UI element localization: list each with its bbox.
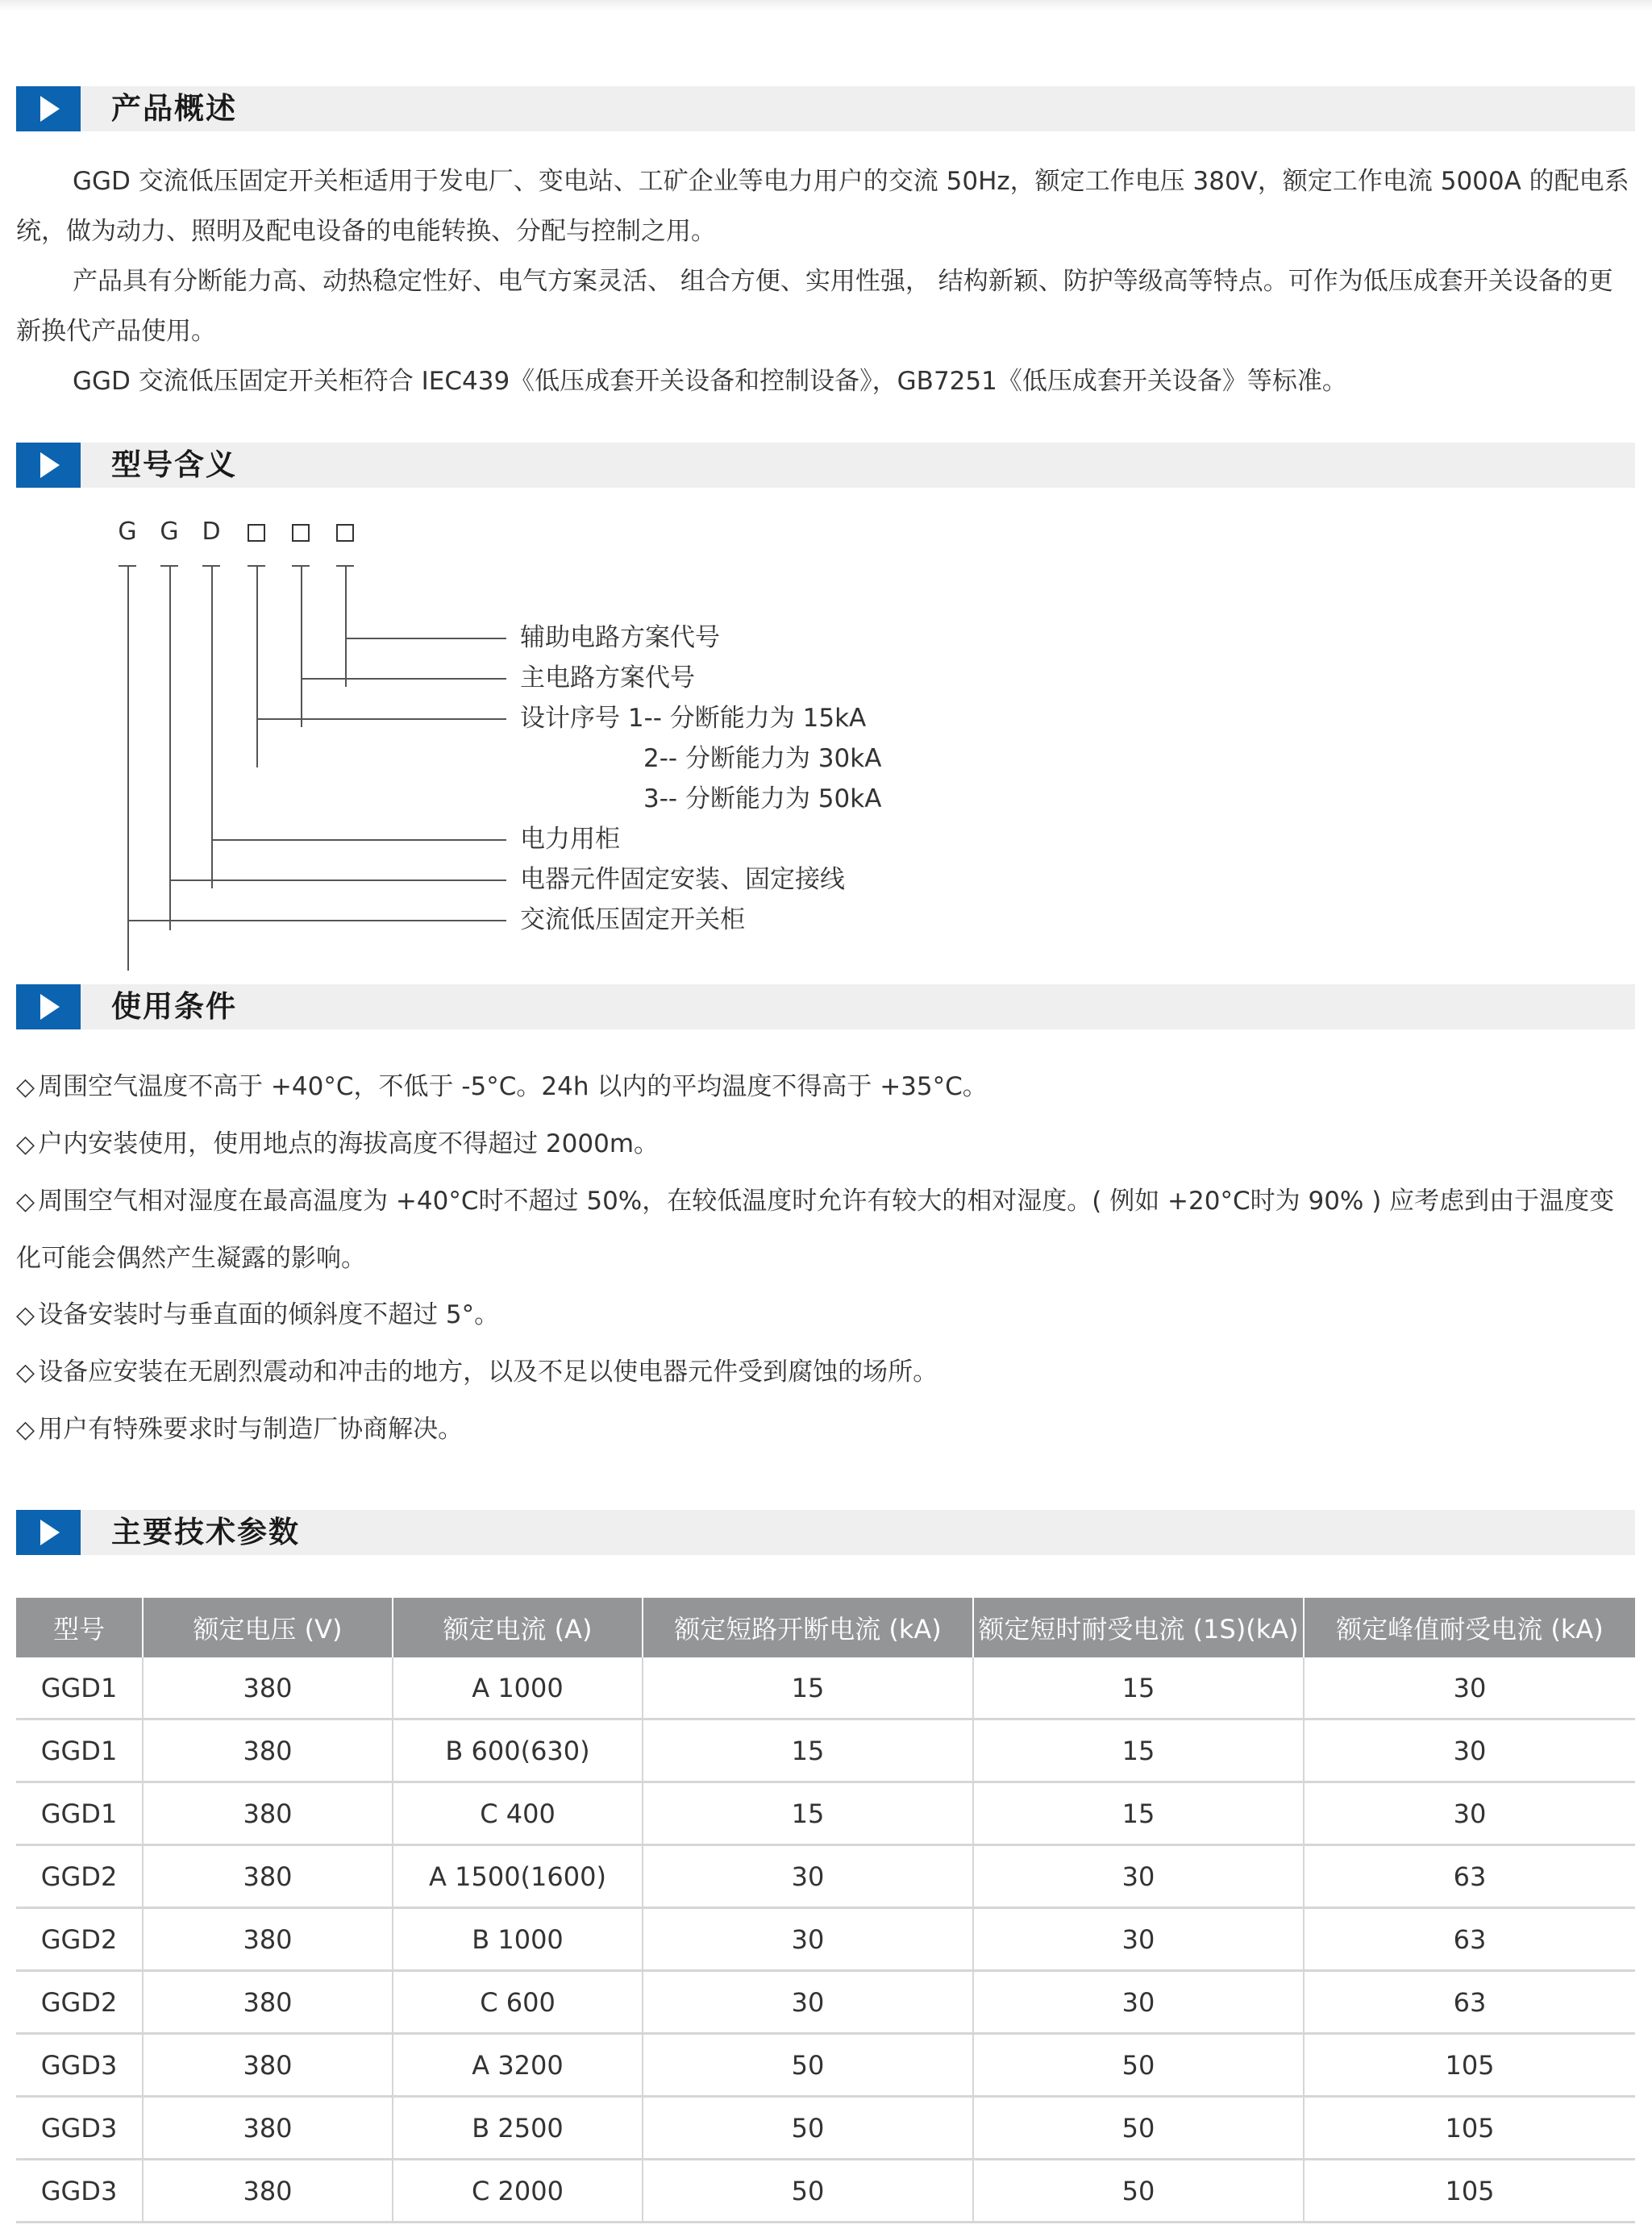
leader-line — [169, 566, 171, 930]
condition-text: 周围空气温度不高于 +40°C，不低于 -5°C。24h 以内的平均温度不得高于 +35°C。 — [38, 1072, 988, 1101]
condition-text: 用户有特殊要求时与制造厂协商解决。 — [38, 1415, 464, 1444]
section-title: 使用条件 — [111, 989, 237, 1024]
play-arrow-icon — [16, 443, 81, 488]
list-item — [16, 1058, 1637, 1116]
table-cell: GGD1 — [16, 1782, 143, 1845]
model-code-diagram — [0, 516, 967, 951]
table-row — [16, 1782, 1635, 1845]
section-title: 产品概述 — [111, 91, 237, 126]
table-cell: 380 — [143, 1782, 393, 1845]
leader-line — [169, 879, 506, 881]
leader-line — [301, 566, 302, 727]
table-cell: 15 — [973, 1719, 1304, 1782]
table-cell: 50 — [643, 2097, 973, 2160]
code-label-power: 电力用柜 — [520, 825, 620, 854]
table-cell: GGD3 — [16, 2097, 143, 2160]
code-label-ac: 交流低压固定开关柜 — [520, 905, 745, 934]
table-cell: 30 — [973, 1971, 1304, 2034]
table-cell: A 3200 — [393, 2034, 643, 2097]
code-letter: G — [160, 518, 179, 546]
table-cell: 50 — [973, 2097, 1304, 2160]
table-cell: GGD1 — [16, 1719, 143, 1782]
list-item — [16, 1173, 1637, 1287]
table-cell: 63 — [1304, 1971, 1635, 2034]
top-shadow — [0, 0, 1652, 11]
condition-text: 设备应安装在无剧烈震动和冲击的地方，以及不足以使电器元件受到腐蚀的场所。 — [38, 1358, 938, 1387]
section-title: 主要技术参数 — [111, 1515, 300, 1549]
diamond-bullet-icon: ◇ — [16, 1130, 35, 1158]
table-cell: 380 — [143, 1657, 393, 1719]
table-cell: 50 — [643, 2160, 973, 2223]
code-placeholder-box — [336, 524, 354, 542]
table-cell: 50 — [643, 2034, 973, 2097]
code-placeholder-box — [248, 524, 265, 542]
column-header: 额定电流 (A) — [393, 1598, 643, 1657]
table-cell: 30 — [643, 1971, 973, 2034]
table-cell: GGD2 — [16, 1971, 143, 2034]
table-cell: 30 — [1304, 1782, 1635, 1845]
code-label-main: 主电路方案代号 — [520, 663, 695, 692]
table-cell: 30 — [643, 1845, 973, 1908]
table-cell: A 1500(1600) — [393, 1845, 643, 1908]
table-row — [16, 2160, 1635, 2223]
code-label-fixed: 电器元件固定安装、固定接线 — [520, 865, 845, 894]
code-placeholder-box — [292, 524, 310, 542]
table-cell: 105 — [1304, 2097, 1635, 2160]
play-arrow-icon — [16, 1510, 81, 1555]
overview-paragraph: 产品具有分断能力高、动热稳定性好、电气方案灵活、 组合方便、实用性强， 结构新颖、防护等级高等特点。可作为低压成套开关设备的更新换代产品使用。 — [16, 267, 1613, 346]
table-cell: 63 — [1304, 1845, 1635, 1908]
section-header-overview — [16, 86, 1635, 131]
section-header-model — [16, 443, 1635, 488]
column-header: 额定峰值耐受电流 (kA) — [1304, 1598, 1635, 1657]
code-letter: G — [118, 518, 137, 546]
list-item — [16, 1401, 1637, 1458]
table-cell: 30 — [973, 1845, 1304, 1908]
leader-line — [256, 566, 258, 767]
table-cell: GGD3 — [16, 2160, 143, 2223]
diamond-bullet-icon: ◇ — [16, 1073, 35, 1101]
table-row — [16, 1719, 1635, 1782]
table-row — [16, 1908, 1635, 1971]
table-cell: 380 — [143, 1971, 393, 2034]
table-cell: 380 — [143, 1719, 393, 1782]
diamond-bullet-icon: ◇ — [16, 1358, 35, 1387]
table-cell: B 600(630) — [393, 1719, 643, 1782]
leader-line — [127, 920, 506, 921]
table-cell: 380 — [143, 2160, 393, 2223]
diamond-bullet-icon: ◇ — [16, 1301, 35, 1329]
table-cell: 30 — [1304, 1719, 1635, 1782]
table-cell: 380 — [143, 1908, 393, 1971]
column-header: 额定电压 (V) — [143, 1598, 393, 1657]
table-cell: 380 — [143, 2097, 393, 2160]
table-cell: 15 — [973, 1782, 1304, 1845]
overview-text — [16, 156, 1637, 406]
table-row — [16, 2097, 1635, 2160]
table-cell: 380 — [143, 2034, 393, 2097]
table-header-row — [16, 1598, 1635, 1657]
column-header: 额定短路开断电流 (kA) — [643, 1598, 973, 1657]
play-arrow-icon — [16, 984, 81, 1029]
table-cell: 30 — [1304, 1657, 1635, 1719]
list-item — [16, 1116, 1637, 1173]
table-cell: C 400 — [393, 1782, 643, 1845]
table-row — [16, 2034, 1635, 2097]
code-label-design: 3-- 分断能力为 50kA — [643, 784, 882, 813]
table-cell: GGD2 — [16, 1908, 143, 1971]
list-item — [16, 1344, 1637, 1401]
code-letter: D — [202, 518, 221, 546]
table-cell: 105 — [1304, 2034, 1635, 2097]
leader-line — [301, 678, 506, 680]
leader-line — [127, 566, 129, 971]
code-label-design: 设计序号 1-- 分断能力为 15kA — [520, 704, 867, 733]
table-cell: C 2000 — [393, 2160, 643, 2223]
diamond-bullet-icon: ◇ — [16, 1416, 35, 1444]
section-title: 型号含义 — [111, 447, 237, 482]
table-cell: A 1000 — [393, 1657, 643, 1719]
leader-line — [345, 638, 506, 639]
table-cell: GGD3 — [16, 2034, 143, 2097]
table-cell: 380 — [143, 1845, 393, 1908]
table-row — [16, 1657, 1635, 1719]
table-cell: 15 — [643, 1719, 973, 1782]
table-cell: 63 — [1304, 1908, 1635, 1971]
code-label-design: 2-- 分断能力为 30kA — [643, 744, 882, 773]
table-cell: 15 — [643, 1782, 973, 1845]
table-cell: 15 — [643, 1657, 973, 1719]
section-header-conditions — [16, 984, 1635, 1029]
condition-text: 户内安装使用，使用地点的海拔高度不得超过 2000m。 — [38, 1129, 660, 1158]
spec-table — [16, 1598, 1635, 2223]
table-cell: B 2500 — [393, 2097, 643, 2160]
leader-line — [211, 839, 506, 841]
column-header: 额定短时耐受电流 (1S)(kA) — [973, 1598, 1304, 1657]
play-arrow-icon — [16, 86, 81, 131]
conditions-list — [16, 1058, 1637, 1458]
overview-paragraph: GGD 交流低压固定开关柜符合 IEC439《低压成套开关设备和控制设备》，GB7251《低压成套开关设备》等标准。 — [73, 367, 1347, 396]
column-header: 型号 — [16, 1598, 143, 1657]
table-cell: GGD2 — [16, 1845, 143, 1908]
leader-line — [345, 566, 347, 687]
table-cell: 15 — [973, 1657, 1304, 1719]
table-cell: 30 — [643, 1908, 973, 1971]
table-cell: 50 — [973, 2034, 1304, 2097]
code-label-aux: 辅助电路方案代号 — [520, 623, 720, 652]
table-cell: 105 — [1304, 2160, 1635, 2223]
condition-text: 周围空气相对湿度在最高温度为 +40°C时不超过 50%，在较低温度时允许有较大的相对湿度。( 例如 +20°C时为 90% ) 应考虑到由于温度变化可能会偶然产生凝露的影响。 — [16, 1187, 1615, 1273]
section-header-specs — [16, 1510, 1635, 1555]
diamond-bullet-icon: ◇ — [16, 1187, 35, 1216]
condition-text: 设备安装时与垂直面的倾斜度不超过 5°。 — [38, 1300, 500, 1329]
leader-line — [256, 718, 506, 720]
table-cell: 30 — [973, 1908, 1304, 1971]
table-cell: B 1000 — [393, 1908, 643, 1971]
table-cell: C 600 — [393, 1971, 643, 2034]
table-row — [16, 1845, 1635, 1908]
table-cell: GGD1 — [16, 1657, 143, 1719]
overview-paragraph: GGD 交流低压固定开关柜适用于发电厂、变电站、工矿企业等电力用户的交流 50Hz，额定工作电压 380V，额定工作电流 5000A 的配电系统，做为动力、照明及配电设备的电能转换、分配与控制之用。 — [16, 167, 1629, 246]
table-row — [16, 1971, 1635, 2034]
list-item — [16, 1287, 1637, 1344]
table-cell: 50 — [973, 2160, 1304, 2223]
